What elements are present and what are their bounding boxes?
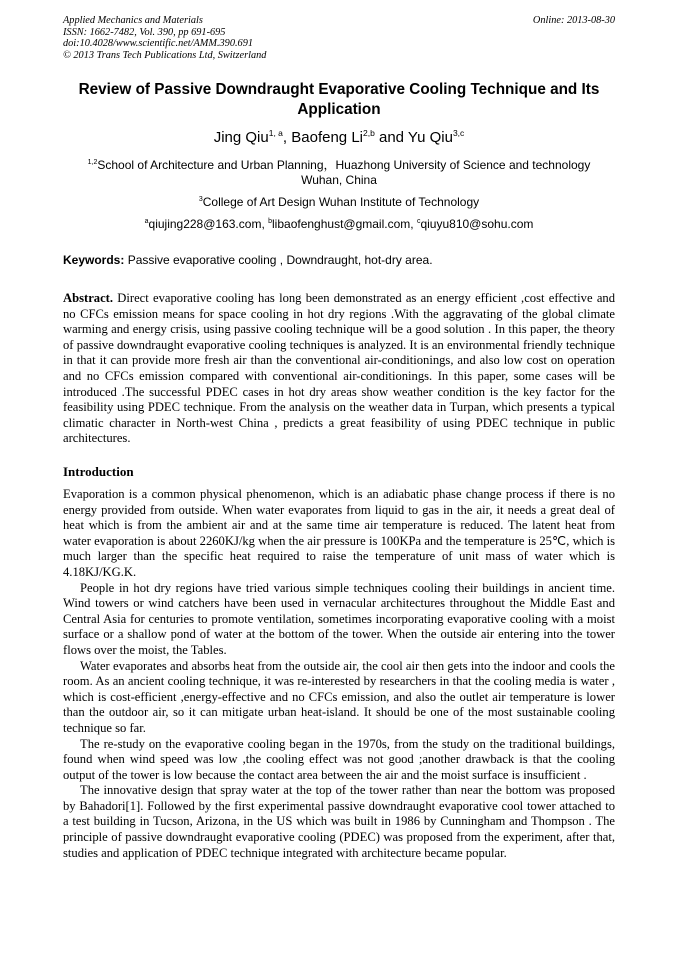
email-sup: c [416,218,421,225]
affiliation-sup: 3 [198,196,203,203]
paragraph: Water evaporates and absorbs heat from the outside air, the cool air then gets into the indoor and cools the room. As an ancient cooling technique, it was re-interested by researchers in that the cooling media is water , which is cost-efficient ,energy-effective and no CFCs emission, and also the outlet air temperature is lower than the outdoor air, so it can mitigate urban heat-island. It should be one of the most sustainable cooling technique so far. [63,658,615,735]
author-emails [60,217,618,232]
keywords-text: Passive evaporative cooling , Downdraught, hot-dry area. [124,253,433,267]
abstract-label: Abstract. [63,291,114,305]
author-sep: , [282,129,292,146]
email-link[interactable]: qiujing228@163.com [148,217,262,231]
abstract [63,291,615,447]
email-link[interactable]: qiuyu810@sohu.com [420,217,534,231]
author-name: Jing Qiu [213,129,269,146]
paragraph: People in hot dry regions have tried various simple techniques cooling their buildings in ancient time. Wind towers or wind catchers have been used in vernacular architectures throughout the Middle East and Central Asia for centuries to promote ventilation, sometimes incorporating evaporative cooling with a moist surface or a shallow pond of water at the bottom of the tower. When the outside air entering into the tower flows over the moist, the Tables. [63,580,615,657]
email-sup: a [144,218,149,225]
doi-line: doi:10.4028/www.scientific.net/AMM.390.691 [63,38,253,50]
title-line-2: Application [297,101,381,118]
author-name: Yu Qiu [407,129,453,146]
author-sup: 1, a [268,128,283,138]
affiliation-city: Wuhan, China [301,173,377,187]
email-sup: b [268,218,273,225]
affiliation-2 [60,195,618,210]
email-sep: , [261,217,269,231]
email-sep: , [410,217,417,231]
author-list [60,128,618,148]
online-date: Online: 2013-08-30 [532,15,615,26]
keywords-label: Keywords: [63,253,125,267]
section-heading-introduction: Introduction [63,464,134,479]
issn-line: ISSN: 1662-7482, Vol. 390, pp 691-695 [63,26,226,38]
paragraph: Evaporation is a common physical phenomenon, which is an adiabatic phase change process if there is no energy provided from outside. When water evaporates from liquid to gas in the air, it needs a great deal of heat which is from the ambient air and at the same time air temperature is reduced. The latent heat from water evaporation is about 2260KJ/kg when the air pressure is 100KPa and the temperature is 25℃, which is much larger than the specific heat required to raise the temperature of unit mass of water which is 4.18KJ/KG.K. [63,487,615,579]
author-sep: and [374,129,408,146]
paragraph: The re-study on the evaporative cooling began in the 1970s, from the study on the traditional buildings, found when wind speed was low ,the cooling effect was not good ;another drawback is that the cooling output of the tower is low because the contact area between the air and the moist surface is insufficient . [63,736,615,782]
journal-name: Applied Mechanics and Materials [63,15,203,26]
email-link[interactable]: libaofenghust@gmail.com [272,217,411,231]
affiliation-sup: 1,2 [87,159,98,166]
title-line-1: Review of Passive Downdraught Evaporative Cooling Technique and Its [78,81,600,98]
introduction-body [63,487,615,861]
author-sup: 2,b [363,128,375,138]
paragraph: The innovative design that spray water at the top of the tower rather than near the bottom was proposed by Bahadori[1]. Followed by the first experimental passive downdraught evaporative cool tower attached to a test building in Tucson, Arizona, in the US which was built in 1986 by Cunningham and Thompson . The principle of passive downdraught evaporative cooling (PDEC) was proposed from the experiment, after that, studies and application of PDEC technique integrated with architecture became popular. [63,783,615,860]
copyright-line: © 2013 Trans Tech Publications Ltd, Switzerland [63,49,267,61]
journal-header [63,15,266,61]
affiliation-text: School of Architecture and Urban Planning，Huazhong University of Science and technology [97,158,591,172]
author-name: Baofeng Li [291,129,363,146]
keywords [63,253,433,268]
affiliation-1 [60,158,618,188]
author-sup: 3,c [452,128,465,138]
abstract-text: Direct evaporative cooling has long been demonstrated as an energy efficient ,cost effective and no CFCs emission means for space cooling in hot dry regions .With the aggravating of the global climate warming and energy crisis, using passive cooling technique will be a good solution . In this paper, the theory of passive downdraught evaporative cooling techniques is analyzed. It is an environmental friendly technique in that it can provide more fresh air than the conventional air-conditionings, and also low cost on operation and no CFCs emission compared with conventional air-conditionings. In this paper, some cases will be introduced .The successful PDEC cases in hot dry areas show weather condition is the key factor for the feasibility using PDEC technique. From the analysis on the weather data in Turpan, which presents a typical climatic character in North-west China , predicts a great feasibility of using PDEC technique in public architectures. [63,291,615,446]
paper-title [60,80,618,120]
affiliation-text: College of Art Design Wuhan Institute of Technology [202,195,480,209]
